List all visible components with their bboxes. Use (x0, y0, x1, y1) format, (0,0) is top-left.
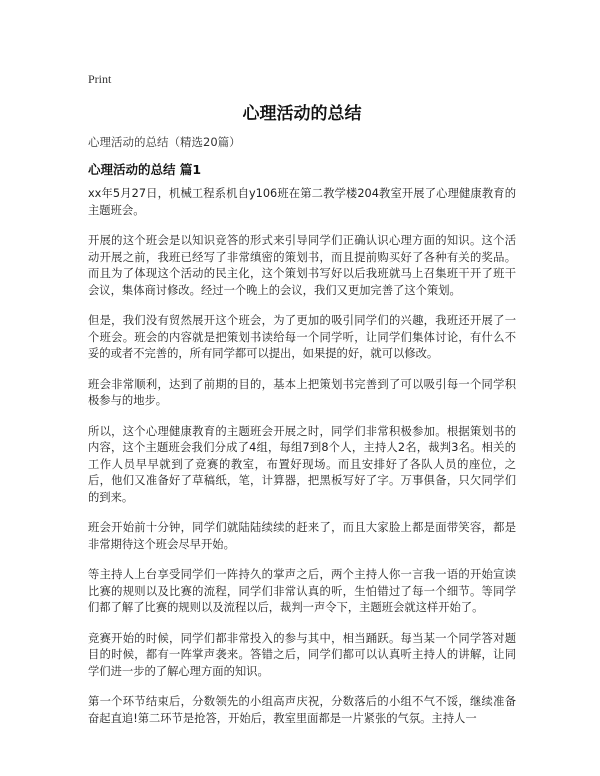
paragraph: 班会非常顺利，达到了前期的目的，基本上把策划书完善到了可以吸引每一个同学积极参与的地步。 (88, 377, 516, 407)
paragraph: 班会开始前十分钟，同学们就陆陆续续的赶来了，而且大家脸上都是面带笑容，都是非常期待这个班会尽早开始。 (88, 521, 516, 551)
paragraph: 所以，这个心理健康教育的主题班会开展之时，同学们非常积极参加。根据策划书的内容，这个主题班会我们分成了4组，每组7到8个人，主持人2名，裁判3名。相关的工作人员早早就到了竞赛的教室，布置好现场。而且安排好了各队人员的座位，之后，他们又准备好了草稿纸，笔，计算器，把黑板写好了字。万事俱备，只欠同学们的到来。 (88, 424, 516, 504)
body-text (88, 186, 516, 741)
paragraph: 开展的这个班会是以知识竞答的形式来引导同学们正确认识心理方面的知识。这个活动开展之前，我班已经写了非常缜密的策划书，而且提前购买好了各种有关的奖品。而且为了体现这个活动的民主化，这个策划书写好以后我班就马上召集班干开了班干会议，集体商讨修改。经过一个晚上的会议，我们又更加完善了这个策划。 (88, 234, 516, 297)
paragraph: 竞赛开始的时候，同学们都非常投入的参与其中，相当踊跃。每当某一个同学答对题目的时候，都有一阵掌声袭来。答错之后，同学们都可以认真听主持人的讲解，让同学们进一步的了解心理方面的知识。 (88, 631, 516, 678)
paragraph: 但是，我们没有贸然展开这个班会，为了更加的吸引同学们的兴趣，我班还开展了一个班会。班会的内容就是把策划书读给每一个同学听，让同学们集体讨论，有什么不妥的或者不完善的，所有同学都可以提出，如果提的好，就可以修改。 (88, 314, 516, 360)
print-label: Print (88, 72, 112, 86)
paragraph: 第一个环节结束后，分数领先的小组高声庆祝，分数落后的小组不气不馁，继续准备奋起直追!第二环节是抢答，开始后，教室里面都是一片紧张的气氛。主持人一 (88, 695, 516, 725)
document-title: 心理活动的总结 (242, 104, 362, 124)
paragraph: 等主持人上台享受同学们一阵持久的掌声之后，两个主持人你一言我一语的开始宣读比赛的规则以及比赛的流程，同学们非常认真的听，生怕错过了每一个细节。等同学们都了解了比赛的规则以及流程以后，裁判一声令下，主题班会就这样开始了。 (88, 568, 516, 614)
document-subtitle: 心理活动的总结（精选20篇） (88, 135, 241, 149)
section-title: 心理活动的总结 篇1 (88, 162, 202, 177)
paragraph: xx年5月27日，机械工程系机自y106班在第二教学楼204教室开展了心理健康教育的主题班会。 (88, 187, 516, 217)
